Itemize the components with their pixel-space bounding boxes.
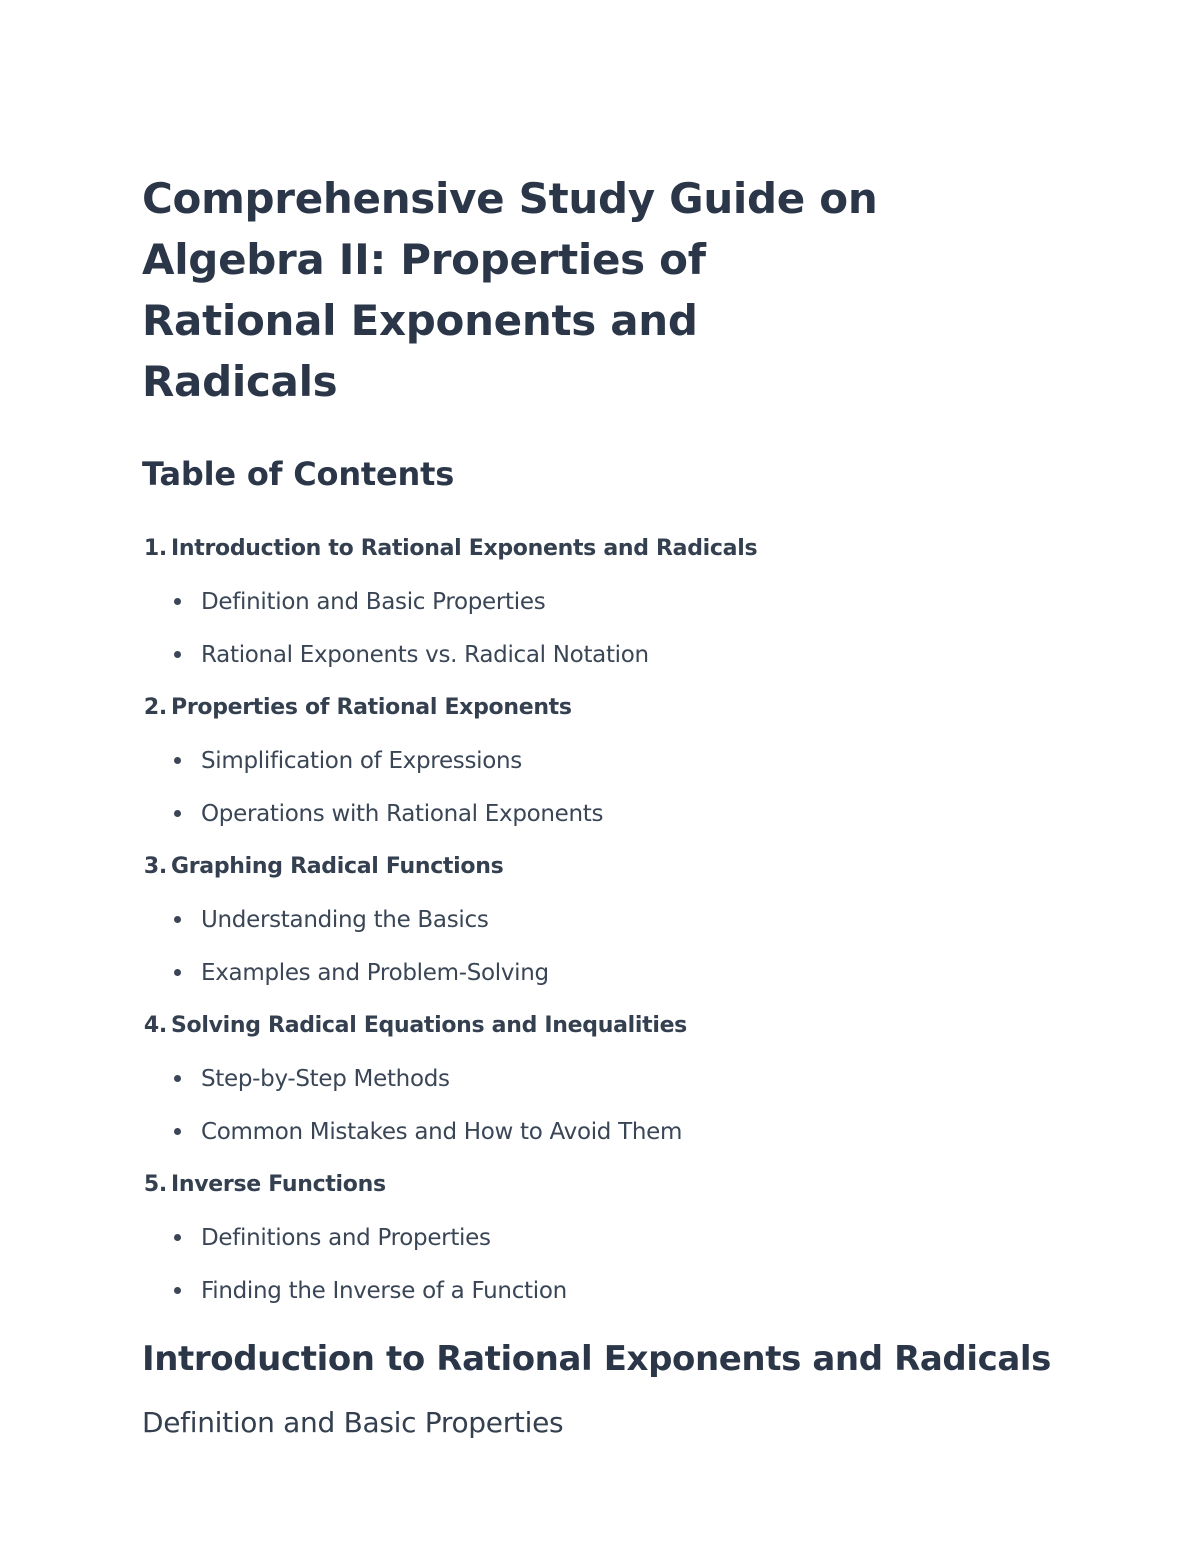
toc-item-number: 3. <box>143 854 167 879</box>
toc-subitem-label: Operations with Rational Exponents <box>201 800 604 827</box>
toc-item-number: 4. <box>143 1013 167 1038</box>
bullet-icon <box>174 1128 181 1135</box>
subsection-heading: Definition and Basic Properties <box>142 1406 564 1439</box>
toc-subitem <box>142 787 1102 840</box>
toc-subitem <box>142 1264 1102 1317</box>
bullet-icon <box>174 1287 181 1294</box>
section-heading: Introduction to Rational Exponents and Radicals <box>142 1339 1051 1379</box>
toc-sublist <box>142 575 1102 681</box>
toc-subitem <box>142 946 1102 999</box>
toc-subitem-label: Definitions and Properties <box>201 1224 491 1251</box>
toc-subitem-label: Simplification of Expressions <box>201 747 522 774</box>
toc-subitem-label: Step-by-Step Methods <box>201 1065 450 1092</box>
toc-subitem <box>142 1052 1102 1105</box>
toc-subitem-label: Rational Exponents vs. Radical Notation <box>201 641 649 668</box>
toc-subitem <box>142 1211 1102 1264</box>
toc-subitem <box>142 734 1102 787</box>
toc-sublist <box>142 734 1102 840</box>
document-title: Comprehensive Study Guide on Algebra II: Properties of Rational Exponents and Radicals <box>142 174 878 406</box>
toc-subitem-label: Definition and Basic Properties <box>201 588 546 615</box>
bullet-icon <box>174 810 181 817</box>
toc-item-label: Graphing Radical Functions <box>171 854 504 879</box>
toc-item-5 <box>142 1158 1102 1317</box>
toc-subitem <box>142 893 1102 946</box>
toc-sublist <box>142 893 1102 999</box>
toc-item-label: Solving Radical Equations and Inequalities <box>171 1013 687 1038</box>
table-of-contents <box>142 522 1102 1317</box>
toc-sublist <box>142 1211 1102 1317</box>
toc-item-label: Inverse Functions <box>171 1172 386 1197</box>
toc-item-label: Introduction to Rational Exponents and Radicals <box>171 536 758 561</box>
toc-subitem-label: Understanding the Basics <box>201 906 489 933</box>
bullet-icon <box>174 757 181 764</box>
bullet-icon <box>174 598 181 605</box>
toc-subitem <box>142 575 1102 628</box>
toc-item-number: 5. <box>143 1172 167 1197</box>
bullet-icon <box>174 969 181 976</box>
toc-item-number: 1. <box>143 536 167 561</box>
toc-item-3 <box>142 840 1102 999</box>
toc-item-4 <box>142 999 1102 1158</box>
toc-subitem-label: Common Mistakes and How to Avoid Them <box>201 1118 683 1145</box>
toc-subitem <box>142 628 1102 681</box>
toc-heading: Table of Contents <box>142 455 455 493</box>
bullet-icon <box>174 1075 181 1082</box>
bullet-icon <box>174 651 181 658</box>
bullet-icon <box>174 916 181 923</box>
toc-item-number: 2. <box>143 695 167 720</box>
toc-subitem <box>142 1105 1102 1158</box>
toc-subitem-label: Finding the Inverse of a Function <box>201 1277 567 1304</box>
toc-subitem-label: Examples and Problem-Solving <box>201 959 549 986</box>
toc-item-1 <box>142 522 1102 681</box>
toc-item-label: Properties of Rational Exponents <box>171 695 572 720</box>
toc-item-2 <box>142 681 1102 840</box>
toc-sublist <box>142 1052 1102 1158</box>
document-page <box>142 168 1102 1443</box>
bullet-icon <box>174 1234 181 1241</box>
